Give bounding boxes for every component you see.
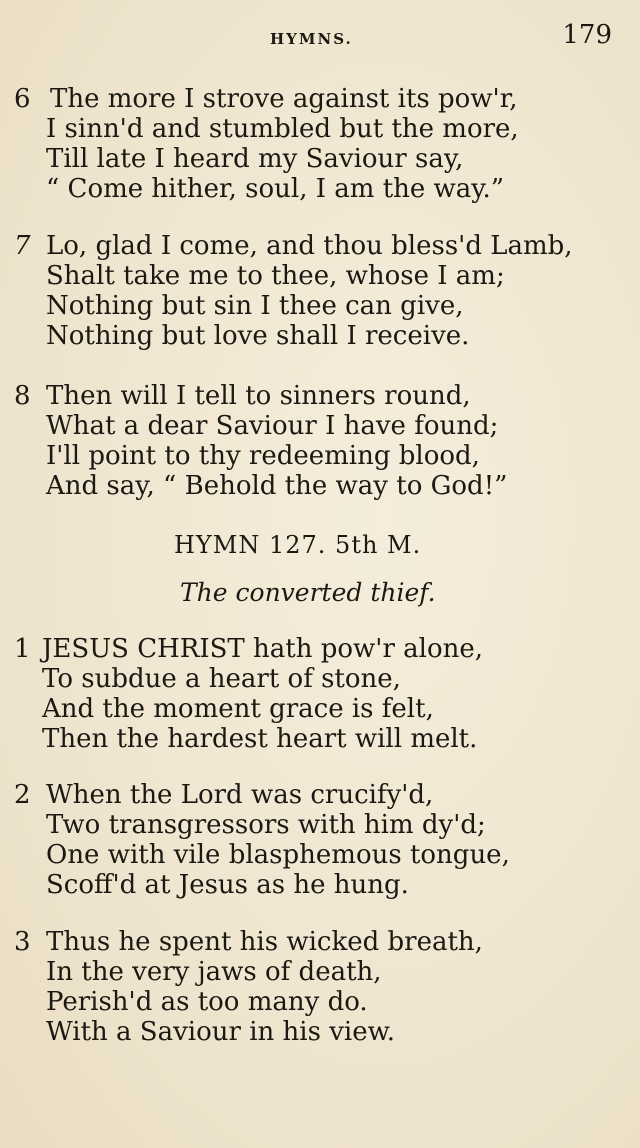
verse-line: And say, “ Behold the way to God!” xyxy=(46,471,508,501)
verse-number: 3 xyxy=(14,927,31,957)
verse-number: 8 xyxy=(14,381,31,411)
running-head: HYMNS. xyxy=(270,30,353,48)
verse-line: JESUS CHRIST hath pow'r alone, xyxy=(42,634,483,664)
verse-line: “ Come hither, soul, I am the way.” xyxy=(46,174,505,204)
verse-number: 1 xyxy=(14,634,31,664)
verse-line: I sinn'd and stumbled but the more, xyxy=(46,114,519,144)
verse-line: And the moment grace is felt, xyxy=(42,694,434,724)
hymn-title: HYMN 127. 5th M. xyxy=(174,531,422,559)
verse-line: Then will I tell to sinners round, xyxy=(46,381,471,411)
verse-number: 7 xyxy=(14,231,31,261)
hymn-subtitle: The converted thief. xyxy=(180,578,436,607)
verse-line: Thus he spent his wicked breath, xyxy=(46,927,483,957)
verse-line: Till late I heard my Saviour say, xyxy=(46,144,464,174)
verse-line: I'll point to thy redeeming blood, xyxy=(46,441,480,471)
verse-line: Nothing but love shall I receive. xyxy=(46,321,470,351)
verse-line: The more I strove against its pow'r, xyxy=(50,84,518,114)
verse-line: One with vile blasphemous tongue, xyxy=(46,840,510,870)
verse-line: With a Saviour in his view. xyxy=(46,1017,396,1047)
verse-line: To subdue a heart of stone, xyxy=(42,664,401,694)
verse-line: What a dear Saviour I have found; xyxy=(46,411,499,441)
verse-line: In the very jaws of death, xyxy=(46,957,382,987)
verse-line: Nothing but sin I thee can give, xyxy=(46,291,464,321)
verse-line: Perish'd as too many do. xyxy=(46,987,368,1017)
verse-line: When the Lord was crucify'd, xyxy=(46,780,434,810)
verse-line: Scoff'd at Jesus as he hung. xyxy=(46,870,409,900)
verse-number: 6 xyxy=(14,84,31,114)
page-number: 179 xyxy=(562,20,612,50)
verse-line: Then the hardest heart will melt. xyxy=(42,724,478,754)
verse-line: Shalt take me to thee, whose I am; xyxy=(46,261,505,291)
verse-number: 2 xyxy=(14,780,31,810)
verse-line: Lo, glad I come, and thou bless'd Lamb, xyxy=(46,231,573,261)
verse-line: Two transgressors with him dy'd; xyxy=(46,810,486,840)
